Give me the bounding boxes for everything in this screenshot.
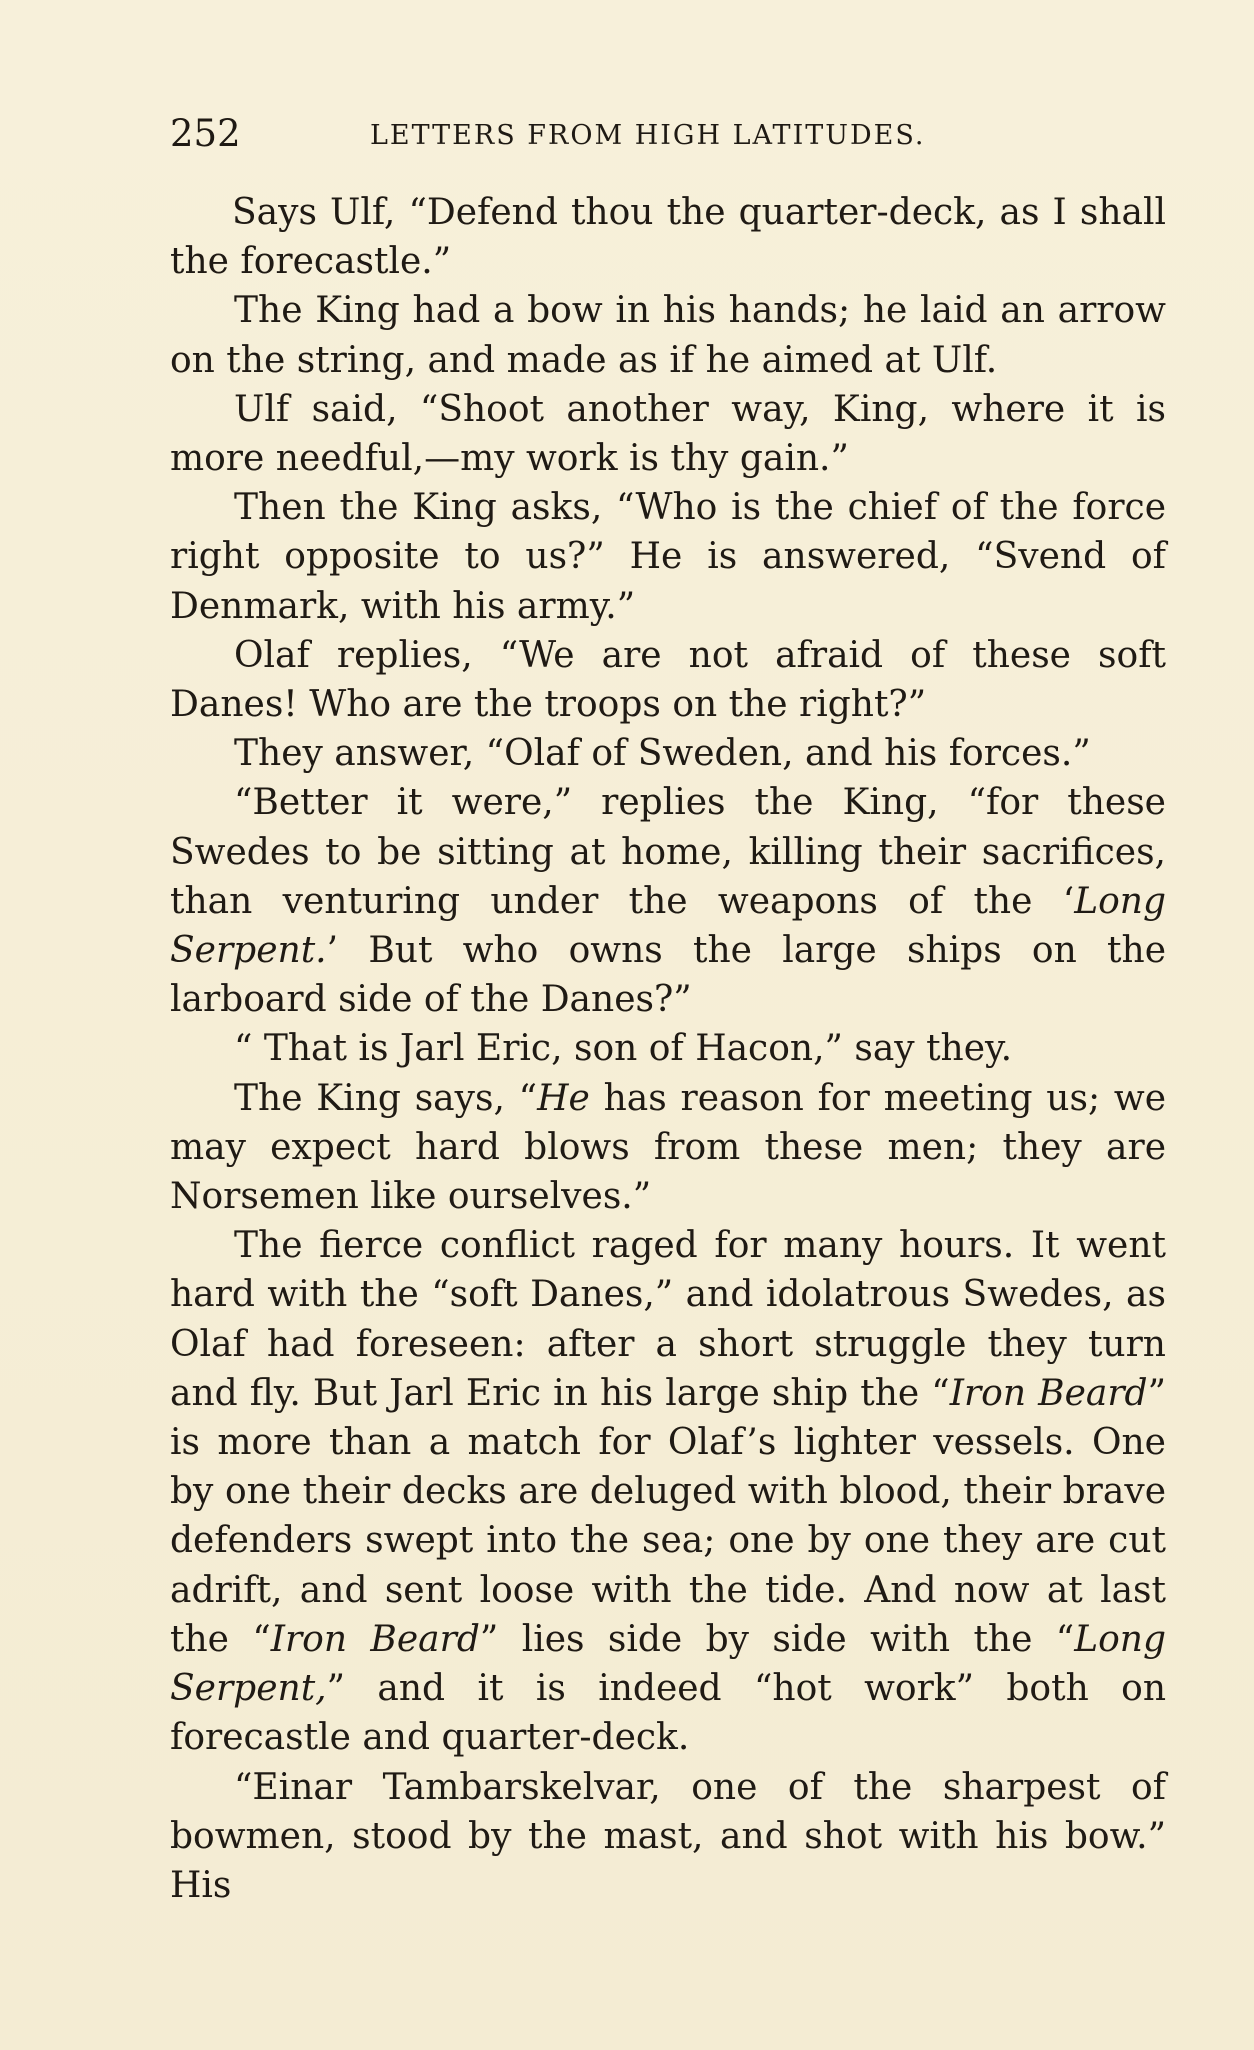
ship-name-long-serpent-2: Long Serpent, [170, 1618, 1166, 1710]
paragraph-6: They answer, “Olaf of Sweden, and his forces.” [234, 733, 1091, 775]
paragraph-10-end: ” and it is indeed “hot work” both on forecastle and quarter-deck. [170, 1668, 1166, 1759]
body-text [170, 188, 1166, 1910]
paragraph-1: Says Ulf, “Defend thou the quarter-deck, as I shall the forecastle.” [170, 192, 1166, 283]
ship-name-long-serpent: Long Serpent. [170, 880, 1166, 972]
paragraph-4: Then the King asks, “Who is the chief of the force right opposite to us?” He is answered, “Svend of Denmark, with his army.” [170, 487, 1166, 627]
paragraph-10 [170, 1221, 1166, 1762]
paragraph-8-open: “ [234, 1028, 264, 1070]
page-header [170, 108, 1170, 158]
ship-name-iron-beard: Iron Beard [949, 1372, 1148, 1414]
paragraph-8-text: That is Jarl Eric, son of Hacon, [263, 1028, 825, 1070]
paragraph-9-text: The King says, “ [234, 1077, 538, 1119]
paragraph-7-rest: ’ But who owns the large ships on the larboard side of the Danes?” [170, 930, 1166, 1021]
paragraph-5: Olaf replies, “We are not afraid of these soft Danes! Who are the troops on the right?” [170, 634, 1166, 726]
emphasis-he: He [537, 1077, 590, 1119]
paragraph-9 [170, 1074, 1166, 1222]
running-head: LETTERS FROM HIGH LATITUDES. [370, 120, 926, 151]
ship-name-iron-beard-2: Iron Beard [270, 1618, 480, 1660]
paragraph-8 [170, 1024, 1166, 1073]
page-number: 252 [170, 112, 241, 155]
paragraph-3: Ulf said, “Shoot another way, King, where it is more needful,—my work is thy gain.” [170, 388, 1166, 480]
paragraph-7-text: “Better it were,” replies the King, “for these Swedes to be sitting at home, killing their sacrifices, than venturing under the weapons of the ‘ [170, 782, 1166, 922]
paragraph-10-mid: ” is more than a match for Olaf’s lighter vessels. One by one their decks are deluged with blood, their brave defenders swept into the sea; one by one they are cut adrift, and sent loose with the tide. And now at last the “ [170, 1372, 1167, 1660]
paragraph-7 [170, 778, 1166, 1024]
paragraph-11: “Einar Tambarskelvar, one of the sharpest of bowmen, stood by the mast, and shot with his bow.” His [170, 1766, 1166, 1906]
paragraph-10-mid2: ” lies side by side with the “ [479, 1618, 1075, 1660]
paragraph-2: The King had a bow in his hands; he laid an arrow on the string, and made as if he aimed at Ulf. [170, 290, 1166, 381]
paragraph-9-rest: has reason for meeting us; we may expect hard blows from these men; they are Norsemen like ourselves.” [170, 1077, 1166, 1218]
paragraph-10-text: The fierce conflict raged for many hours. It went hard with the “soft Danes,” and idolatrous Swedes, as Olaf had foreseen: after a short struggle they turn and fly. But Jarl Eric in his large ship the “ [170, 1225, 1166, 1414]
paragraph-8-close: ” say they. [824, 1028, 1013, 1070]
